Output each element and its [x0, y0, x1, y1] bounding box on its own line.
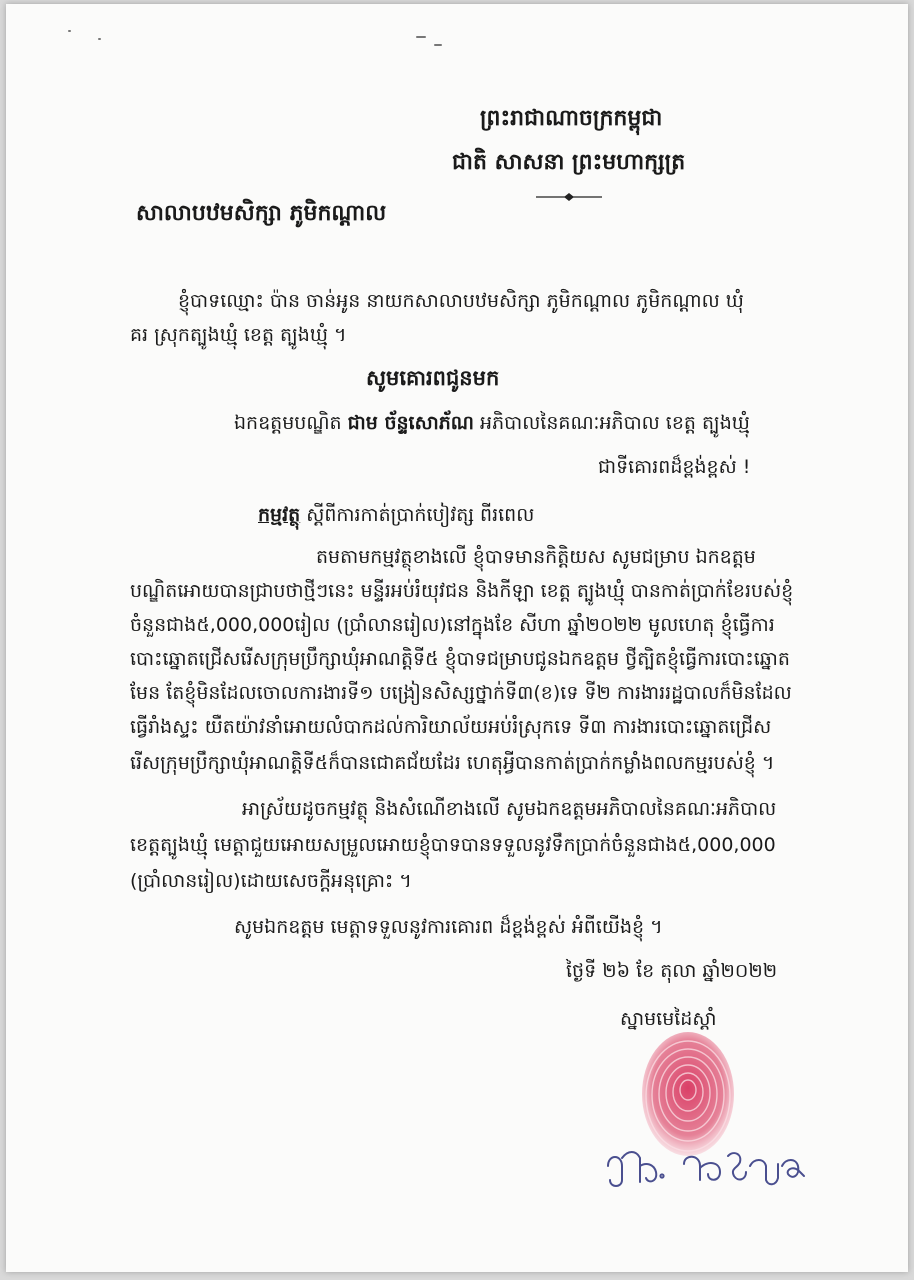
handwritten-signature — [600, 1136, 820, 1196]
paragraph2-line-3: (ប្រាំលានរៀល)ដោយសេចក្ដីអនុគ្រោះ ។ — [130, 870, 412, 892]
paragraph2-line-1: អាស្រ័យដូចកម្មវត្ថុ និងសំណើខាងលើ សូមឯកឧត្ដមអភិបាលនៃគណៈអភិបាល — [242, 798, 777, 820]
recipient-suffix: អភិបាលនៃគណៈអភិបាល ខេត្ត ត្បូងឃ្មុំ — [473, 412, 750, 434]
closing-line: សូមឯកឧត្ដម មេត្តាទទួលនូវការគោរព ដ៏ខ្ពង់ខ្ពស់ អំពីយើងខ្ញុំ ។ — [234, 916, 663, 938]
kingdom-heading: ព្រះរាជាណាចក្រកម្ពុជា — [480, 106, 663, 131]
paragraph1-line-4: បោះឆ្នោតជ្រើសរើសក្រុមប្រឹក្សាឃុំអាណត្តិទី៥ ខ្ញុំបាទជម្រាបជូនឯកឧត្ដម ថ្វីត្បិតខ្ញុំធ្វើការបោះឆ្នោត — [130, 648, 790, 670]
salutation: សូមគោរពជូនមក — [366, 366, 500, 390]
paragraph1-line-1: តមតាមកម្មវត្ថុខាងលើ ខ្ញុំបាទមានកិត្តិយស សូមជម្រាប ឯកឧត្ដម — [316, 546, 756, 568]
date-line: ថ្ងៃទី ២៦ ខែ តុលា ឆ្នាំ២០២២ — [566, 960, 778, 982]
subject-text: ស្ដីពីការកាត់ប្រាក់បៀវត្ស ពីរពេល — [300, 504, 535, 526]
intro-line-2: គរ ស្រុកត្បូងឃ្មុំ ខេត្ត ត្បូងឃ្មុំ ។ — [130, 324, 347, 346]
recipient-prefix: ឯកឧត្ដមបណ្ឌិត — [234, 412, 348, 434]
school-name: សាលាបឋមសិក្សា ភូមិកណ្ដាល — [136, 201, 387, 226]
motto-heading: ជាតិ សាសនា ព្រះមហាក្សត្រ — [452, 150, 686, 175]
recipient-respect: ជាទីគោរពដ៏ខ្ពង់ខ្ពស់ ! — [598, 456, 751, 478]
ornament-divider — [534, 192, 604, 202]
paragraph1-line-6: ធ្វើរាំងស្ទះ យឺតយ៉ាវនាំអោយលំបាកដល់ការិយាល័យអប់រំស្រុកទេ ទី៣ ការងារបោះឆ្នោតជ្រើស — [130, 716, 772, 738]
letter-page — [6, 4, 908, 1272]
subject-line — [258, 506, 534, 525]
recipient-line — [234, 414, 750, 433]
intro-line-1: ខ្ញុំបាទឈ្មោះ ប៉ាន ចាន់អូន នាយកសាលាបឋមសិក្សា ភូមិកណ្ដាល ភូមិកណ្ដាល ឃុំ — [178, 290, 744, 312]
paragraph1-line-3: ចំនួនជាង៥,000,000រៀល (ប្រាំលានរៀល)នៅក្នុងខែ សីហា ឆ្នាំ២០២២ មូលហេតុ ខ្ញុំធ្វើការ — [130, 614, 775, 636]
recipient-name: ជាម ច័ន្ទសោភ័ណ — [347, 412, 474, 434]
thumbprint-label: ស្នាមមេដៃស្ដាំ — [620, 1008, 717, 1030]
paragraph1-line-5: មែន តែខ្ញុំមិនដែលចោលការងារទី១ បង្រៀនសិស្សថ្នាក់ទី៣(ខ)ទេ ទី២ ការងាររដ្ឋបាលក៏មិនដែល — [130, 682, 792, 704]
subject-label: កម្មវត្ថុ — [258, 504, 301, 526]
paragraph2-line-2: ខេត្តត្បូងឃ្មុំ មេត្តាជួយអោយសម្រួលអោយខ្ញុំបាទបានទទួលនូវទឹកប្រាក់ចំនួនជាង៥,000,000 — [130, 834, 776, 856]
paragraph1-line-2: បណ្ឌិតអោយបានជ្រាបថាថ្មីៗនេះ មន្ទីរអប់រំយុវជន និងកីឡា ខេត្ត ត្បូងឃ្មុំ បានកាត់ប្រាក់ខែរបស់ខ្ញុំ — [130, 580, 794, 602]
paragraph1-line-7: រើសក្រុមប្រឹក្សាឃុំអាណត្តិទី៥ក៏បានជោគជ័យដែរ ហេតុអ្វីបានកាត់ប្រាក់កម្លាំងពលកម្មរបស់ខ្ញុំ ។ — [130, 752, 775, 774]
